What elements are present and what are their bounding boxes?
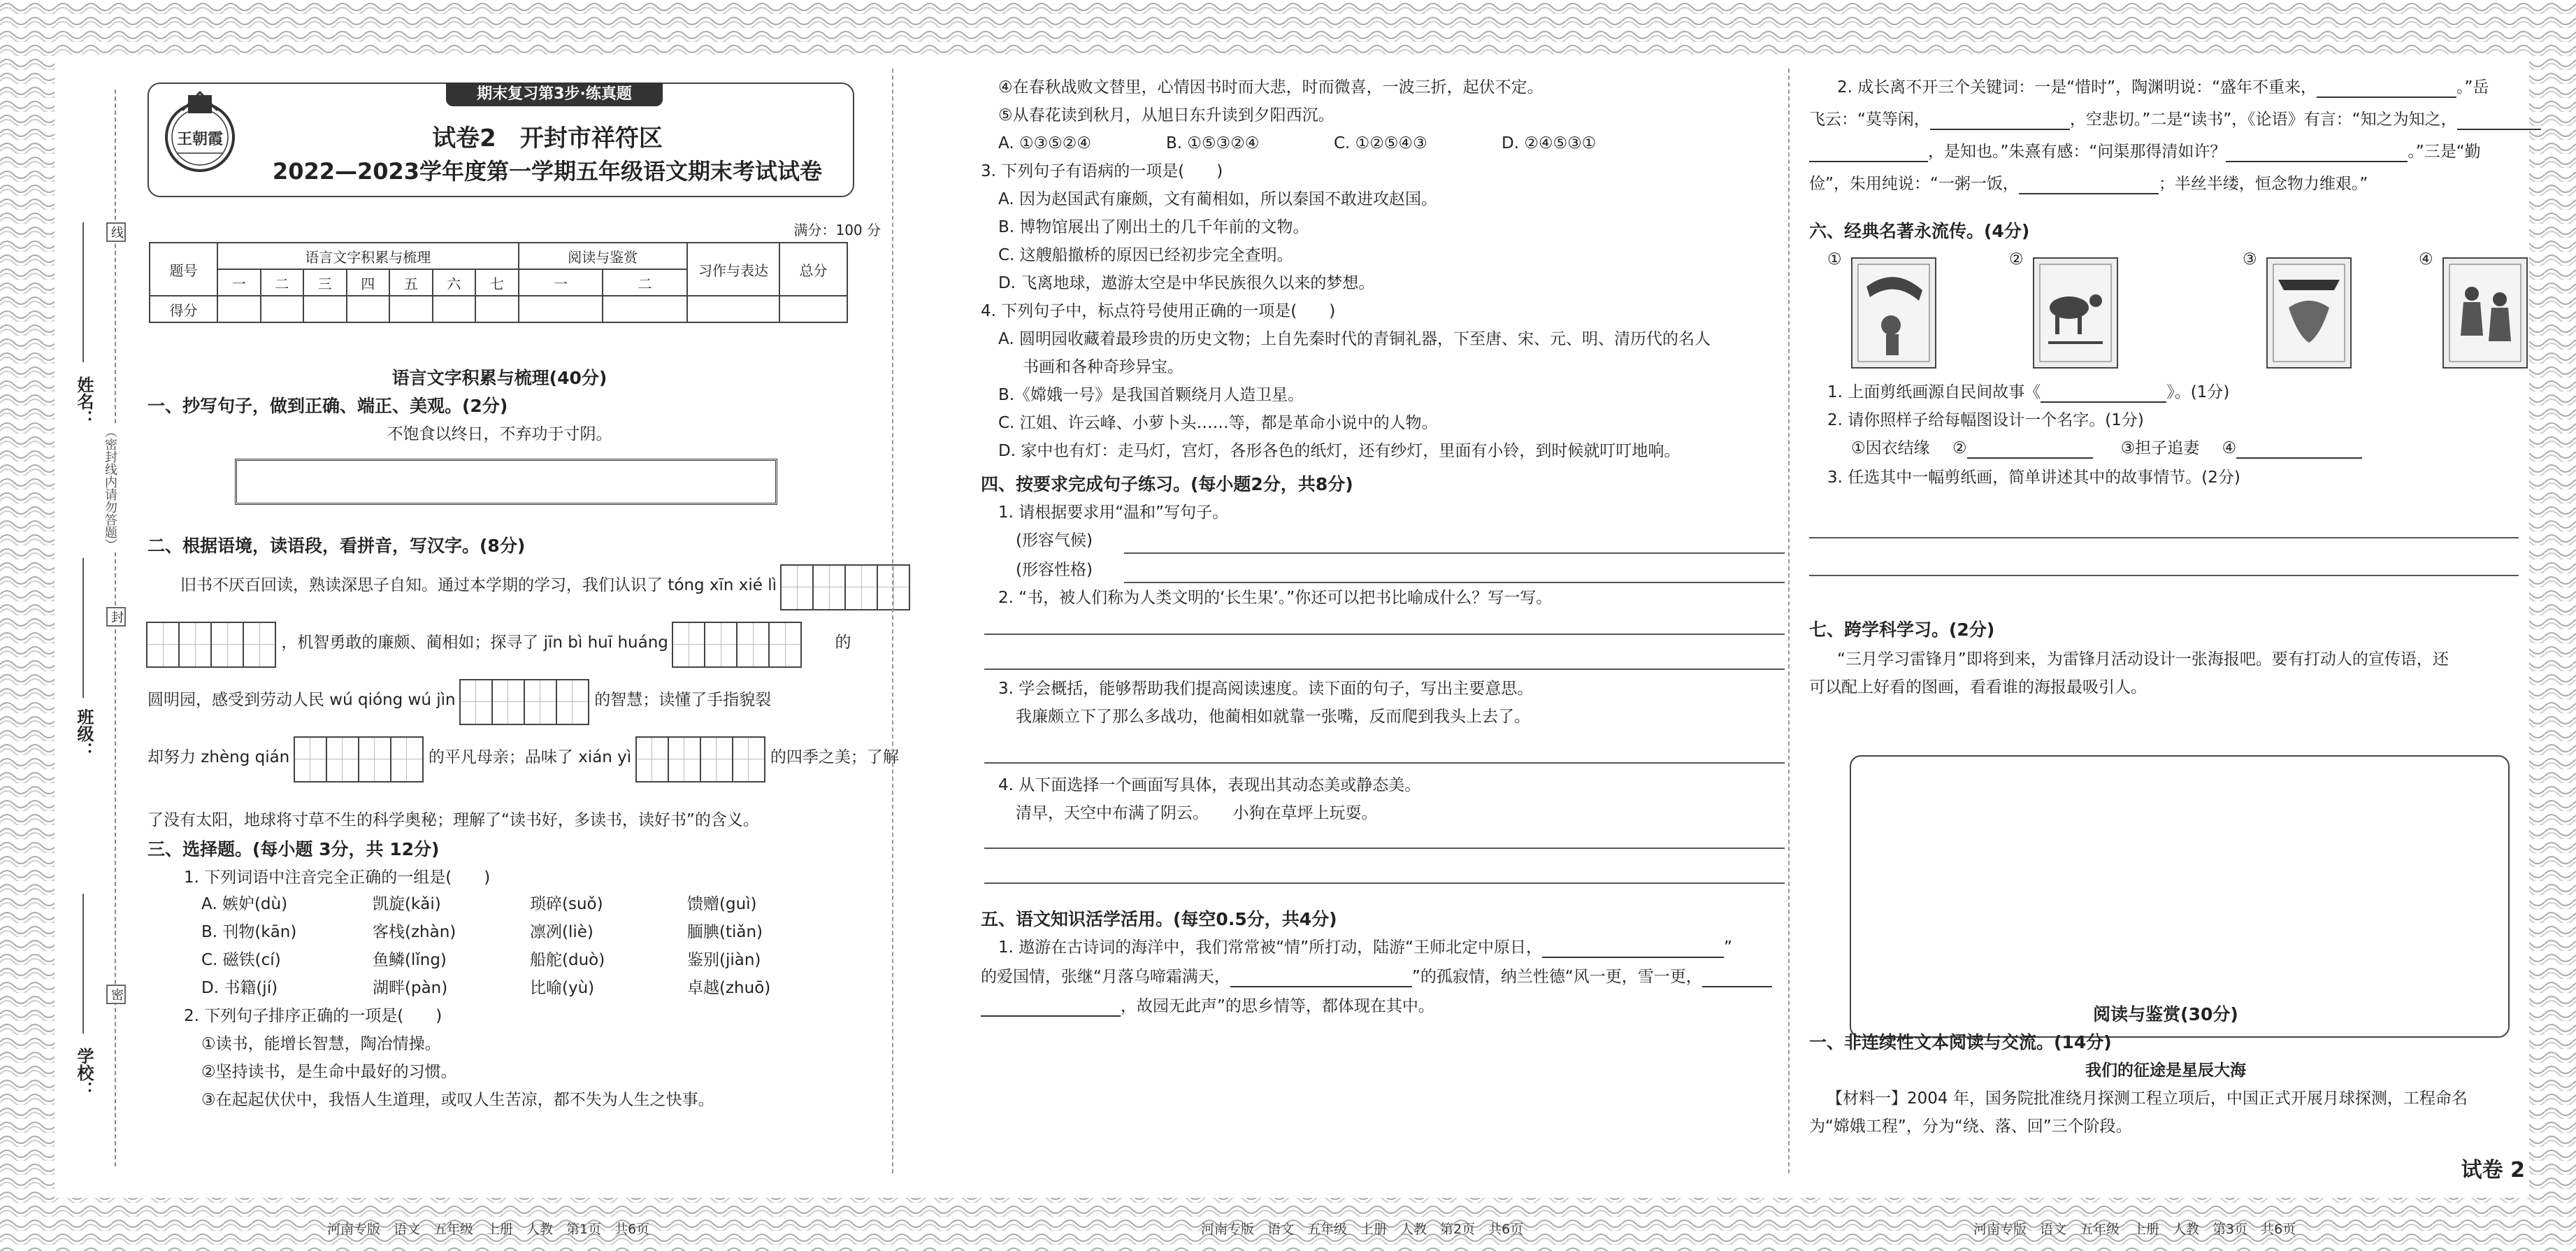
q2-text: 的智慧；读懂了手指貌裂 <box>594 691 772 709</box>
q5-2-line-2 <box>1809 109 2541 130</box>
score-cell[interactable] <box>475 296 519 322</box>
answer-line[interactable] <box>1809 575 2519 576</box>
q7-title: 七、跨学科学习。(2分) <box>1809 620 1995 640</box>
q4-s2: 2. “书，被人们称为人类文明的‘长生果’。”你还可以把书比喻成什么？写一写。 <box>998 589 1553 607</box>
q6-text: 》。(1分) <box>2166 383 2230 401</box>
option-word: 客栈(zhàn) <box>373 923 456 941</box>
score-sub: 四 <box>347 269 390 296</box>
fill-blank[interactable] <box>2226 144 2408 162</box>
copy-writing-box[interactable] <box>235 459 777 505</box>
score-group-2: 阅读与鉴赏 <box>519 243 687 269</box>
q3-s4-c[interactable]: C. 江姐、许云峰、小萝卜头……等，都是革命小说中的人物。 <box>998 414 1438 432</box>
score-sub: 二 <box>261 269 304 296</box>
score-sub: 一 <box>217 269 261 296</box>
score-cell[interactable] <box>303 296 347 322</box>
answer-line[interactable] <box>1124 582 1785 583</box>
q5-2-line-4 <box>1809 173 2368 194</box>
q7-line-1: “三月学习雷锋月”即将到来，为雷锋月活动设计一张海报吧。要有打动人的宣传语，还 <box>1837 650 2449 669</box>
q2-line-2 <box>147 621 851 665</box>
q4-s3-sentence: 我廉颇立下了那么多战功，他蔺相如就靠一张嘴，反而爬到我头上去了。 <box>1016 708 1530 726</box>
q5-2-line-1 <box>1837 77 2489 98</box>
papercut-image-4 <box>2442 257 2528 369</box>
q4-s4-choices: 清早，天空中布满了阴云。 小狗在草坪上玩耍。 <box>1016 804 1378 822</box>
logo-emblem-icon <box>161 87 238 185</box>
fill-blank[interactable] <box>2019 176 2159 194</box>
q3-order-options[interactable] <box>998 133 1596 154</box>
score-group-4: 总分 <box>779 243 847 296</box>
papercut-image-1 <box>1851 257 1936 369</box>
q3-s2: 2. 下列句子排序正确的一项是( ) <box>184 1007 442 1025</box>
option[interactable]: B. ①⑤③②④ <box>1166 134 1260 152</box>
q5-text: ，故园无此声”的思乡情等，都体现在其中。 <box>1121 997 1434 1015</box>
score-cell[interactable] <box>433 296 476 322</box>
q6-s2: 2. 请你照样子给每幅图设计一个名字。(1分) <box>1827 411 2144 429</box>
answer-line[interactable] <box>984 848 1785 849</box>
q2-text: 的平凡母亲；品味了 xián yì <box>428 748 632 766</box>
q7-line-2: 可以配上好看的图画，看看谁的海报最吸引人。 <box>1809 678 2147 696</box>
score-sub: 三 <box>303 269 347 296</box>
score-group-1: 语言文字积累与梳理 <box>217 243 519 269</box>
score-cell[interactable] <box>261 296 304 322</box>
q2-line-5: 了没有太阳，地球将寸草不生的科学奥秘；理解了“读书好，多读书，读好书”的含义。 <box>147 811 759 829</box>
q6-text: ④ <box>2222 439 2237 457</box>
fill-blank[interactable] <box>2317 80 2456 98</box>
q2-text: 旧书不厌百回读，熟读深思子自知。通过本学期的学习，我们认识了 tóng xīn xié lì <box>180 576 777 594</box>
q2-text: 却努力 zhèng qián <box>147 748 290 766</box>
q1-sentence: 不饱食以终日，不弃功于寸阴。 <box>387 425 612 443</box>
page-footer-2: 河南专版 语文 五年级 上册 人教 第2页 共6页 <box>1201 1222 1524 1237</box>
papercut-image-3 <box>2266 257 2352 369</box>
q5-text: 俭”，朱用纯说：“一粥一饭， <box>1809 175 2019 193</box>
q5-text: 2. 成长离不开三个关键词：一是“惜时”，陶渊明说：“盛年不重来， <box>1837 78 2317 96</box>
column-divider <box>1788 69 1790 1173</box>
score-sub: 七 <box>475 269 519 296</box>
exam-header <box>147 83 854 197</box>
q6-s2-names <box>1851 438 2362 459</box>
page-1 <box>55 55 899 1237</box>
q4-s1: 1. 请根据要求用“温和”写句子。 <box>998 503 1229 522</box>
part-title-language: 语言文字积累与梳理(40分) <box>391 368 607 388</box>
material-1-line-1: 【材料一】2004 年，国务院批准绕月探测工程立项后，中国正式开展月球探测，工程命名 <box>1827 1089 2468 1108</box>
q2-line-4 <box>147 736 899 780</box>
option-word: 湖畔(pàn) <box>373 979 448 997</box>
q1-title: 一、抄写句子，做到正确、端正、美观。(2分) <box>147 396 508 416</box>
score-cell[interactable] <box>519 296 603 322</box>
q3-row-c[interactable] <box>201 950 761 971</box>
q6-text: ② <box>1952 439 1967 457</box>
score-cell[interactable] <box>389 296 433 322</box>
option[interactable]: D. ②④⑤③① <box>1502 134 1597 152</box>
q2-text: 的四季之美；了解 <box>770 748 899 766</box>
svg-text:王朝霞: 王朝霞 <box>176 130 224 148</box>
q6-text: 1. 上面剪纸画源自民间故事《 <box>1827 383 2041 401</box>
q5-line-3 <box>981 996 1434 1017</box>
q3-s4-a[interactable]: A. 圆明园收藏着最珍贵的历史文物；上自先秦时代的青铜礼器，下至唐、宋、元、明、清历代的名人 <box>998 330 1711 348</box>
q3-s1: 1. 下列词语中注音完全正确的一组是( ) <box>184 868 491 887</box>
q6-text: ③担子追妻 <box>2120 439 2200 457</box>
q5-text: ；半丝半缕，恒念物力维艰。” <box>2158 175 2368 193</box>
q3-s4-a2: 书画和各种奇珍异宝。 <box>1023 358 1183 376</box>
q3-s3-d[interactable]: D. 飞离地球，遨游太空是中华民族很久以来的梦想。 <box>998 274 1375 292</box>
q6-s1 <box>1827 382 2229 403</box>
q2-text: 圆明园，感受到劳动人民 wú qióng wú jìn <box>147 691 456 709</box>
option-word: 琐碎(suǒ) <box>530 895 603 913</box>
papercut-num-1: ① <box>1827 250 1842 269</box>
name-input-line[interactable] <box>82 222 84 362</box>
reading-q1-title: 一、非连续性文本阅读与交流。(14分) <box>1809 1032 2112 1052</box>
pinyin-write-box[interactable] <box>637 736 765 780</box>
q2-text: ，机智勇敢的廉颇、蔺相如；探寻了 jīn bì huī huáng <box>281 634 668 652</box>
q5-text: 飞云：“莫等闲， <box>1809 110 1930 129</box>
exam-title: 试卷2 开封市祥符区 <box>432 124 663 152</box>
binding-dashed-line <box>115 90 116 1166</box>
answer-line[interactable] <box>984 882 1785 884</box>
q3-title: 三、选择题。(每小题 3分，共 12分) <box>147 839 440 859</box>
option[interactable]: A. ①③⑤②④ <box>998 134 1092 152</box>
option-word: 馈赠(guì) <box>687 895 757 913</box>
binding-note: （密封线内请勿答题） <box>101 425 119 551</box>
score-sub: 一 <box>519 269 603 296</box>
q5-line-2 <box>981 966 1772 987</box>
q3-row-a[interactable] <box>201 894 757 915</box>
score-sub: 五 <box>389 269 433 296</box>
q6-text: ①因衣结缘 <box>1851 439 1930 457</box>
fill-blank[interactable] <box>2236 441 2362 459</box>
fill-blank[interactable] <box>2457 112 2541 130</box>
seal-mark-line: 线 <box>106 222 126 242</box>
score-cell[interactable] <box>603 296 687 322</box>
q3-s4-d[interactable]: D. 家中也有灯：走马灯，宫灯，各形各色的纸灯，还有纱灯，里面有小铃，到时候就叮叮地响。 <box>998 442 1681 460</box>
papercut-num-4: ④ <box>2419 250 2433 269</box>
q5-text: 。”岳 <box>2456 78 2489 96</box>
q3-row-d[interactable] <box>201 978 770 999</box>
q6-s3: 3. 任选其中一幅剪纸画，简单讲述其中的故事情节。(2分) <box>1827 469 2240 487</box>
exam-subtitle: 2022—2023学年度第一学期五年级语文期末考试试卷 <box>272 158 823 185</box>
answer-line[interactable] <box>984 634 1785 635</box>
part-title-reading: 阅读与鉴赏(30分) <box>2093 1004 2238 1024</box>
q5-text: 。”三是“勤 <box>2408 143 2481 161</box>
fill-blank[interactable] <box>1230 969 1412 987</box>
full-score: 满分：100 分 <box>793 222 881 238</box>
q4-s1-climate: (形容气候) <box>1016 531 1093 550</box>
pinyin-write-box[interactable] <box>782 564 910 608</box>
option-word: 船舵(duò) <box>530 951 605 969</box>
q3-s3-c[interactable]: C. 这艘船撤桥的原因已经初步完全查明。 <box>998 246 1293 264</box>
option-word: 凯旋(kǎi) <box>373 895 441 913</box>
q4-s3: 3. 学会概括，能够帮助我们提高阅读速度。读下面的句子，写出主要意思。 <box>998 680 1534 698</box>
q5-text: 1. 遨游在古诗词的海洋中，我们常常被“情”所打动，陆游“王师北定中原日， <box>998 938 1543 957</box>
q5-text: ，空悲切。”二是“读书”，《论语》有言：“知之为知之， <box>2069 110 2457 129</box>
q5-title: 五、语文知识活学活用。(每空0.5分，共4分) <box>981 909 1337 929</box>
page-footer-1: 河南专版 语文 五年级 上册 人教 第1页 共6页 <box>327 1222 650 1237</box>
name-label: 姓名： <box>74 376 94 427</box>
score-sub: 二 <box>603 269 687 296</box>
q3-item-2: ②坚持读书，是生命中最好的习惯。 <box>201 1063 457 1081</box>
q3-item-5: ⑤从春花读到秋月，从旭日东升读到夕阳西沉。 <box>998 106 1334 124</box>
exam-sheet <box>55 55 2529 1237</box>
score-group-3: 习作与表达 <box>687 243 779 296</box>
answer-line[interactable] <box>984 762 1785 764</box>
exam-number-corner: 试卷 2 <box>2461 1158 2525 1182</box>
q4-s1-personality: (形容性格) <box>1016 561 1093 579</box>
q3-item-3: ③在起起伏伏中，我悟人生道理，或叹人生苦凉，都不失为人生之快事。 <box>201 1091 714 1109</box>
school-label: 学校： <box>74 1048 94 1098</box>
option-word: C. 磁铁(cí) <box>201 951 281 969</box>
article-title: 我们的征途是星辰大海 <box>2085 1061 2246 1080</box>
option-word: B. 刊物(kān) <box>201 923 297 941</box>
q3-s3-a[interactable]: A. 因为赵国武有廉颇，文有蔺相如，所以秦国不敢进攻赵国。 <box>998 190 1437 208</box>
score-cell[interactable] <box>217 296 261 322</box>
material-1-line-2: 为“嫦娥工程”，分为“绕、落、回”三个阶段。 <box>1809 1117 2132 1136</box>
q4-s4: 4. 从下面选择一个画面写具体，表现出其动态美或静态美。 <box>998 776 1421 794</box>
answer-line[interactable] <box>1124 552 1785 554</box>
q5-text: ，是知也。”朱熹有感：“问渠那得清如许？ <box>1928 143 2226 161</box>
q3-row-b[interactable] <box>201 922 763 943</box>
q3-item-1: ①读书，能增长智慧，陶冶情操。 <box>201 1035 441 1053</box>
seal-mark-close: 密 <box>106 985 126 1004</box>
score-cell[interactable] <box>687 296 779 322</box>
option-word: 鉴别(jiàn) <box>687 951 761 969</box>
q3-s3: 3. 下列句子有语病的一项是( ) <box>981 162 1223 180</box>
fill-blank[interactable] <box>1967 441 2093 459</box>
papercut-image-2 <box>2033 257 2118 369</box>
q5-text: ”的孤寂情，纳兰性德“风一更，雪一更， <box>1411 968 1702 986</box>
series-ribbon: 期末复习第3步·练真题 <box>446 83 663 106</box>
option-word: 比喻(yù) <box>530 979 595 997</box>
q3-s4: 4. 下列句子中，标点符号使用正确的一项是( ) <box>981 302 1336 320</box>
class-input-line[interactable] <box>82 558 84 698</box>
papercut-num-3: ③ <box>2243 250 2257 269</box>
option-word: 凛冽(liè) <box>530 923 593 941</box>
q6-title: 六、经典名著永流传。(4分) <box>1809 221 2030 241</box>
score-col-no: 题号 <box>150 243 217 296</box>
q2-title: 二、根据语境，读语段，看拼音，写汉字。(8分) <box>147 536 526 556</box>
score-cell[interactable] <box>779 296 847 322</box>
poster-drawing-area[interactable] <box>1850 755 2510 1038</box>
fill-blank[interactable] <box>1702 969 1772 987</box>
fill-blank[interactable] <box>1542 940 1724 958</box>
page-footer-3: 河南专版 语文 五年级 上册 人教 第3页 共6页 <box>1973 1222 2296 1237</box>
q2-text: 的 <box>835 634 851 652</box>
score-sub: 六 <box>433 269 476 296</box>
fill-blank[interactable] <box>2041 385 2166 403</box>
score-table <box>149 242 848 323</box>
answer-line[interactable] <box>984 669 1785 670</box>
option[interactable]: C. ①②⑤④③ <box>1334 134 1427 152</box>
q3-s4-b[interactable]: B.《嫦娥一号》是我国首颗绕月人造卫星。 <box>998 386 1304 404</box>
q3-item-4: ④在春秋战败文替里，心情因书时而大悲，时而微喜，一波三折，起伏不定。 <box>998 78 1544 96</box>
option-word: A. 嫉妒(dù) <box>201 895 288 913</box>
column-divider <box>892 69 893 1173</box>
q2-line-1 <box>180 564 910 608</box>
page-2 <box>914 55 1781 1237</box>
school-input-line[interactable] <box>82 894 84 1034</box>
pinyin-write-box[interactable] <box>295 736 424 780</box>
score-cell[interactable] <box>347 296 390 322</box>
option-word: D. 书籍(jí) <box>201 979 278 997</box>
option-word: 卓越(zhuō) <box>687 979 771 997</box>
score-row-label: 得分 <box>150 296 217 322</box>
pinyin-write-box[interactable] <box>673 622 802 665</box>
answer-line[interactable] <box>1809 537 2519 538</box>
class-label: 班级： <box>74 708 94 759</box>
pinyin-write-box[interactable] <box>147 622 276 665</box>
seal-mark-seal: 封 <box>106 607 126 627</box>
option-word: 鱼鳞(lǐng) <box>373 951 447 969</box>
pinyin-write-box[interactable] <box>461 679 589 722</box>
q5-line-1: 1. 遨游在古诗词的海洋中，我们常常被“情”所打动，陆游“王师北定中原日， ” <box>998 938 1732 957</box>
fill-blank[interactable] <box>1930 112 2070 130</box>
q5-text: 的爱国情，张继“月落乌啼霜满天， <box>981 968 1230 986</box>
option-word: 腼腆(tiǎn) <box>687 923 763 941</box>
fill-blank[interactable] <box>1809 144 1928 162</box>
papercut-num-2: ② <box>2009 250 2024 269</box>
fill-blank[interactable] <box>981 999 1121 1017</box>
q4-title: 四、按要求完成句子练习。(每小题2分，共8分) <box>981 474 1353 494</box>
q3-s3-b[interactable]: B. 博物馆展出了刚出土的几千年前的文物。 <box>998 218 1309 236</box>
q5-2-line-3 <box>1809 141 2481 162</box>
q2-line-3 <box>147 678 771 722</box>
